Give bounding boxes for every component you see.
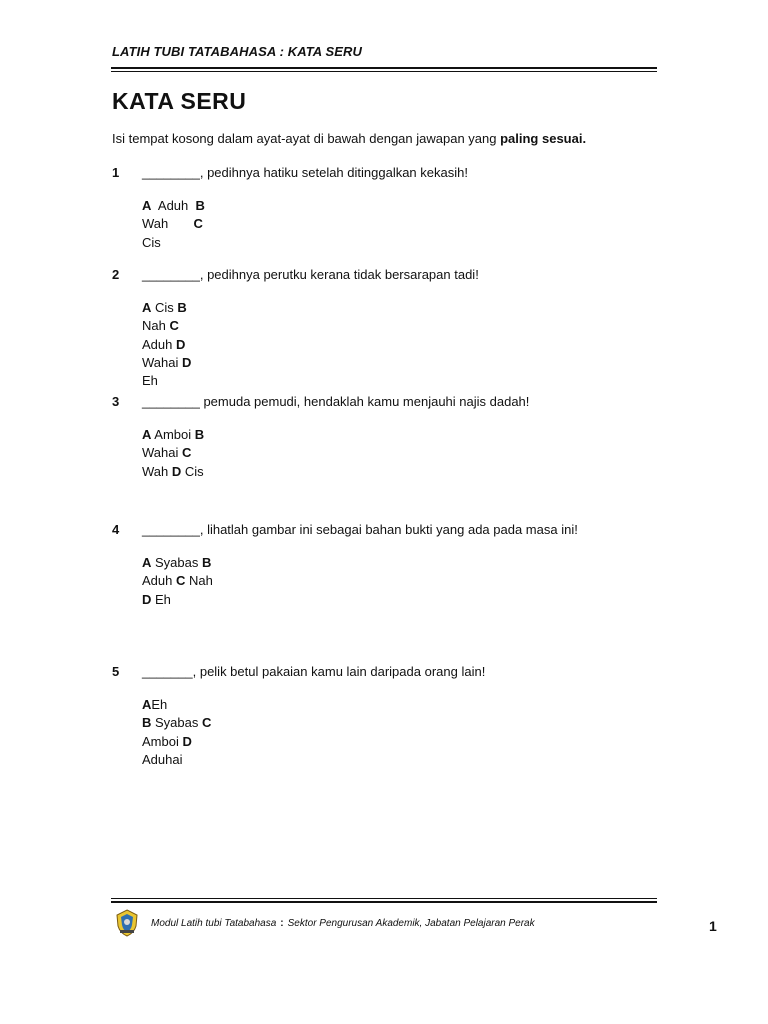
option-text: Cis — [151, 300, 178, 315]
option-letter: D — [175, 336, 186, 352]
option-text: Aduh — [142, 336, 176, 352]
option-letter: D — [182, 733, 192, 749]
option-letter: A — [142, 300, 152, 315]
option-letter: C — [201, 715, 212, 731]
answer-option-line — [142, 463, 204, 481]
answer-option-line — [142, 696, 211, 714]
footer-department: Sektor Pengurusan Akademik, Jabatan Pelajaran Perak — [287, 918, 535, 929]
answer-option-line — [142, 317, 191, 335]
option-letter: C — [181, 445, 192, 461]
option-text: Nah — [142, 318, 170, 334]
option-text: Aduh — [151, 198, 196, 213]
answer-option-line — [142, 591, 213, 609]
option-text: Eh — [151, 697, 168, 712]
answer-option-line — [142, 299, 191, 317]
footer-text — [151, 918, 535, 929]
page-title: KATA SERU — [112, 88, 247, 114]
answer-options — [142, 554, 213, 609]
answer-options — [142, 696, 211, 769]
option-text: Aduhai — [142, 751, 183, 767]
answer-options — [142, 426, 204, 481]
footer-rule-thick — [111, 901, 657, 903]
header-rule-thick — [111, 67, 657, 69]
option-letter: C — [193, 216, 203, 232]
answer-options — [142, 299, 191, 390]
question-number: 1 — [112, 165, 120, 180]
question-text: _______, pelik betul pakaian kamu lain daripada orang lain! — [142, 664, 486, 679]
question-text: ________, pedihnya perutku kerana tidak bersarapan tadi! — [142, 267, 479, 282]
question-number: 4 — [112, 522, 120, 537]
option-text: Wah — [142, 216, 194, 232]
crest-logo-icon — [114, 909, 140, 937]
option-letter: C — [175, 573, 186, 589]
option-letter: B — [201, 555, 212, 570]
instruction — [112, 131, 586, 146]
footer-rule-thin — [111, 898, 657, 899]
option-letter: B — [142, 715, 152, 731]
option-text: Eh — [142, 373, 158, 389]
answer-option-line — [142, 572, 213, 590]
instruction-text: Isi tempat kosong dalam ayat-ayat di bawah dengan jawapan yang — [112, 131, 501, 146]
answer-options — [142, 197, 205, 252]
question-text: ________ pemuda pemudi, hendaklah kamu menjauhi najis dadah! — [142, 394, 530, 409]
option-text: Wahai — [142, 445, 182, 461]
answer-option-line — [142, 234, 205, 252]
instruction-emphasis: paling sesuai. — [500, 131, 587, 146]
option-text: Aduh — [142, 573, 176, 589]
option-text: Amboi — [151, 427, 195, 442]
option-letter: D — [181, 354, 192, 370]
question-number: 5 — [112, 664, 120, 679]
page-number: 1 — [709, 918, 717, 934]
option-text: Nah — [185, 573, 213, 589]
option-text: Wahai — [142, 354, 182, 370]
header-title: LATIH TUBI TATABAHASA : KATA SERU — [112, 44, 363, 59]
footer-module-name: Modul Latih tubi Tatabahasa — [151, 918, 277, 929]
option-text: Cis — [142, 234, 161, 250]
option-text: Syabas — [151, 715, 202, 731]
footer-separator: : — [280, 918, 284, 929]
answer-option-line — [142, 751, 211, 769]
question-number: 2 — [112, 267, 120, 282]
answer-option-line — [142, 554, 213, 572]
answer-option-line — [142, 733, 211, 751]
answer-option-line — [142, 444, 204, 462]
answer-option-line — [142, 714, 211, 732]
option-letter: D — [171, 463, 182, 479]
option-text: Eh — [151, 591, 171, 607]
answer-option-line — [142, 215, 205, 233]
option-letter: A — [142, 427, 152, 442]
answer-option-line — [142, 197, 205, 215]
option-text: Wah — [142, 463, 172, 479]
question-number: 3 — [112, 394, 120, 409]
option-letter: A — [142, 697, 152, 712]
answer-option-line — [142, 426, 204, 444]
option-letter: A — [142, 198, 152, 213]
answer-option-line — [142, 372, 191, 390]
option-letter: B — [177, 300, 187, 315]
option-letter: B — [194, 427, 205, 442]
header-rule-thin — [111, 71, 657, 72]
option-letter: C — [169, 318, 179, 334]
question-text: ________, lihatlah gambar ini sebagai bahan bukti yang ada pada masa ini! — [142, 522, 578, 537]
option-text: Cis — [181, 463, 204, 479]
option-letter: B — [195, 198, 205, 213]
option-letter: A — [142, 555, 152, 570]
question-text: ________, pedihnya hatiku setelah ditinggalkan kekasih! — [142, 165, 468, 180]
option-text: Amboi — [142, 733, 183, 749]
answer-option-line — [142, 336, 191, 354]
answer-option-line — [142, 354, 191, 372]
option-letter: D — [142, 591, 152, 607]
option-text: Syabas — [151, 555, 202, 570]
